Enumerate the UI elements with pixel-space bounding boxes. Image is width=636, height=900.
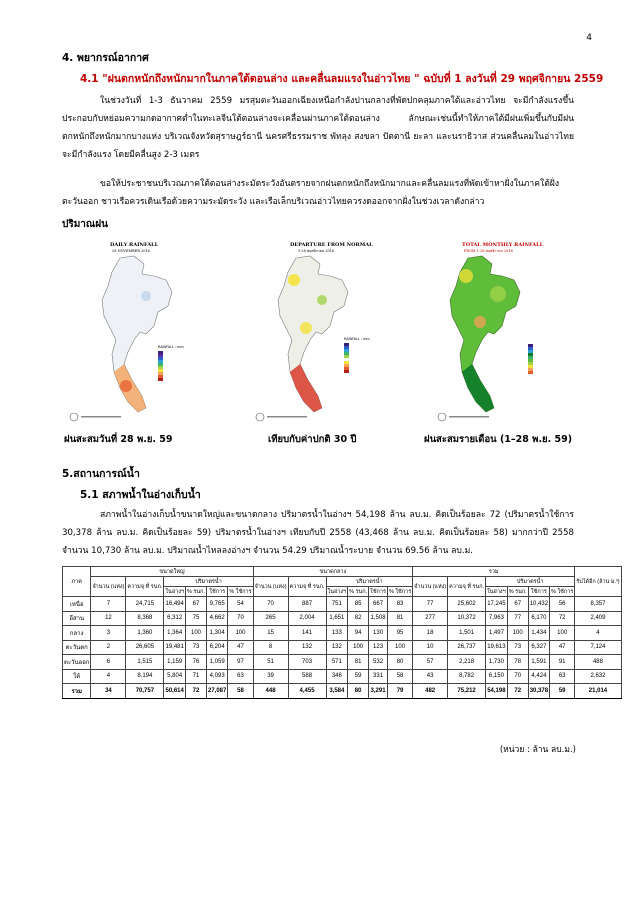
header-count: จำนวน (แห่ง) xyxy=(253,577,288,597)
map-title: DEPARTURE FROM NORMAL xyxy=(290,242,373,248)
value-cell: 5,804 xyxy=(164,669,186,684)
value-cell: 47 xyxy=(228,640,253,655)
map-title: TOTAL MONTHLY RAINFALL xyxy=(462,242,544,248)
value-cell: 85 xyxy=(348,597,369,612)
tmd-logo xyxy=(256,413,264,421)
header-pct: % รนก. xyxy=(508,588,527,595)
region-cell: ตะวันตก xyxy=(63,640,91,655)
value-cell: 77 xyxy=(507,611,528,626)
value-cell: 571 xyxy=(326,655,348,670)
table-row xyxy=(63,640,622,655)
header-in-reservoir: ในอ่างฯ xyxy=(487,588,506,595)
value-cell: 8,782 xyxy=(448,669,486,684)
value-cell: 4,662 xyxy=(207,611,228,626)
departure-map xyxy=(250,236,385,426)
value-cell: 2,004 xyxy=(288,611,326,626)
value-cell: 488 xyxy=(575,655,621,670)
header-volume: ปริมาตรน้ำ xyxy=(326,577,413,587)
tmd-logo xyxy=(438,413,446,421)
value-cell: 70 xyxy=(253,597,288,612)
value-cell: 16,494 xyxy=(164,597,186,612)
header-large: ขนาดใหญ่ xyxy=(91,567,253,577)
rain-area-south xyxy=(290,364,322,412)
header-usable: ใช้การ xyxy=(207,587,228,597)
value-cell: 18 xyxy=(413,626,448,641)
value-cell: 8 xyxy=(253,640,288,655)
header-region: ภาค xyxy=(63,567,91,597)
legend-title: RAINFALL : mm xyxy=(344,337,370,341)
value-cell: 141 xyxy=(288,626,326,641)
reservoir-paragraph: สภาพน้ำในอ่างเก็บน้ำขนาดใหญ่และขนาดกลาง ปริมาตรน้ำในอ่างฯ 54,198 ล้าน ลบ.ม. คิดเป็นร้อยละ 72 (ปริมาตรน้ำใช้การ 30,378 ล้าน ลบ.ม. คิดเป็นร้อยละ 59) ปริมาตรน้ำในอ่างฯ เทียบกับปี 2558 (43,468 ล้าน ลบ.ม. คิดเป็นร้อยละ 58) มากกว่าปี 2558 จำนวน 10,730 ล้าน ลบ.ม. ปริมาณน้ำไหลลงอ่างฯ จำนวน 54.29 ปริมาณน้ำระบาย จำนวน 69.56 ล้าน ลบ.ม. xyxy=(62,510,574,556)
header-pct: % รนก. xyxy=(349,588,368,595)
value-cell: 79 xyxy=(387,684,412,699)
region-cell: ใต้ xyxy=(63,669,91,684)
value-cell: 10,372 xyxy=(448,611,486,626)
reservoir-table-body xyxy=(63,597,622,699)
header-pct-usable: % ใช้การ xyxy=(229,588,252,595)
value-cell: 1,059 xyxy=(207,655,228,670)
value-cell: 265 xyxy=(253,611,288,626)
value-cell: 100 xyxy=(550,626,575,641)
forecast-subtitle: 4.1 "ฝนตกหนักถึงหนักมากในภาคใต้ตอนล่าง และคลื่นลมแรงในอ่าวไทย " ฉบับที่ 1 ลงวันที่ 29 พฤศจิกายน 2559 xyxy=(80,73,604,85)
value-cell: 91 xyxy=(550,655,575,670)
value-cell: 1,360 xyxy=(126,626,164,641)
value-cell: 4,424 xyxy=(528,669,549,684)
value-cell: 70 xyxy=(228,611,253,626)
header-count: จำนวน (แห่ง) xyxy=(413,577,448,597)
value-cell: 59 xyxy=(348,669,369,684)
value-cell: 4 xyxy=(91,669,126,684)
value-cell: 2,409 xyxy=(575,611,621,626)
value-cell: 67 xyxy=(507,597,528,612)
value-cell: 80 xyxy=(348,684,369,699)
value-cell: 3,291 xyxy=(369,684,388,699)
value-cell: 132 xyxy=(326,640,348,655)
rainfall-legend xyxy=(158,351,163,381)
header-can-receive: รับได้อีก (ล้าน ม.³) xyxy=(575,567,621,597)
value-cell: 70,757 xyxy=(126,684,164,699)
table-row xyxy=(63,611,622,626)
map-date: 28 NOVEMBER 2016 xyxy=(112,249,150,253)
value-cell: 71 xyxy=(186,669,207,684)
value-cell: 75 xyxy=(186,611,207,626)
map-date: 1-28 พฤศจิกายน 2016 xyxy=(298,249,335,253)
header-capacity: ความจุ ที่ รนก. xyxy=(448,577,486,597)
value-cell: 3,584 xyxy=(326,684,348,699)
rain-area-northeast xyxy=(490,286,506,302)
value-cell: 95 xyxy=(387,626,412,641)
value-cell: 58 xyxy=(387,669,412,684)
value-cell: 4 xyxy=(575,626,621,641)
forecast-paragraph-2: ขอให้ประชาชนบริเวณภาคใต้ตอนล่างระมัดระวังอันตรายจากฝนตกหนักถึงหนักมากและคลื่นลมแรงที่พัดเข้าหาฝั่งในภาคใต้ฝั่งตะวันออก ชาวเรือควรเดินเรือด้วยความระมัดระวัง และเรือเล็กบริเวณอ่าวไทยควรงดออกจากฝั่งในช่วงเวลาดังกล่าว xyxy=(62,179,560,207)
value-cell: 100 xyxy=(507,626,528,641)
value-cell: 2 xyxy=(91,640,126,655)
section-4-heading: 4. พยากรณ์อากาศ xyxy=(62,52,149,64)
header-pct: % รนก. xyxy=(187,588,205,595)
value-cell: 81 xyxy=(387,611,412,626)
value-cell: 130 xyxy=(369,626,388,641)
value-cell: 1,434 xyxy=(528,626,549,641)
value-cell: 6,150 xyxy=(486,669,508,684)
value-cell: 67 xyxy=(186,597,207,612)
value-cell: 6,170 xyxy=(528,611,549,626)
value-cell: 97 xyxy=(228,655,253,670)
value-cell: 63 xyxy=(550,669,575,684)
value-cell: 7,124 xyxy=(575,640,621,655)
map-title: DAILY RAINFALL xyxy=(110,242,159,248)
value-cell: 24,715 xyxy=(126,597,164,612)
value-cell: 8,194 xyxy=(126,669,164,684)
value-cell: 94 xyxy=(348,626,369,641)
value-cell: 25,602 xyxy=(448,597,486,612)
header-pct-usable: % ใช้การ xyxy=(388,588,412,595)
value-cell: 56 xyxy=(550,597,575,612)
header-medium: ขนาดกลาง xyxy=(253,567,413,577)
value-cell: 6,327 xyxy=(528,640,549,655)
region-cell: รวม xyxy=(63,684,91,699)
value-cell: 100 xyxy=(348,640,369,655)
value-cell: 72 xyxy=(550,611,575,626)
table-row xyxy=(63,669,622,684)
value-cell: 6,312 xyxy=(164,611,186,626)
value-cell: 2,632 xyxy=(575,669,621,684)
rain-area-heavy xyxy=(120,380,132,392)
value-cell: 588 xyxy=(288,669,326,684)
value-cell: 30,378 xyxy=(528,684,549,699)
table-row xyxy=(63,626,622,641)
map-date: FROM 1-28 พฤศจิกายน 2016 xyxy=(464,249,513,253)
value-cell: 39 xyxy=(253,669,288,684)
forecast-paragraph-1: ในช่วงวันที่ 1-3 ธันวาคม 2559 มรสุมตะวันออกเฉียงเหนือกำลังปานกลางที่พัดปกคลุมภาคใต้และอ่าวไทย จะมีกำลังแรงขึ้นประกอบกับหย่อมความกดอากาศต่ำในทะเลจีนใต้ตอนล่างจะเคลื่อนผ่านภาคใต้ตอนล่าง ลักษณะเช่นนี้ทำให้ภาคใต้มีฝนเพิ่มขึ้นกับมีฝนตกหนักถึงหนักมากบางแห่ง บริเวณจังหวัดสุราษฎร์ธานี นครศรีธรรมราช พัทลุง สงขลา ปัตตานี ยะลา และนราธิวาส ส่วนคลื่นลมในอ่าวไทยจะมีกำลังแรง โดยมีคลื่นสูง 2-3 เมตร xyxy=(62,96,574,160)
value-cell: 19,613 xyxy=(486,640,508,655)
value-cell: 1,515 xyxy=(126,655,164,670)
unit-note: (หน่วย : ล้าน ลบ.ม.) xyxy=(499,745,576,755)
monthly-legend xyxy=(528,344,533,374)
tmd-logo xyxy=(70,413,78,421)
value-cell: 667 xyxy=(369,597,388,612)
value-cell: 7,963 xyxy=(486,611,508,626)
value-cell: 47 xyxy=(550,640,575,655)
value-cell: 133 xyxy=(326,626,348,641)
value-cell: 70 xyxy=(507,669,528,684)
header-usable: ใช้การ xyxy=(528,587,549,597)
value-cell: 1,497 xyxy=(486,626,508,641)
value-cell: 887 xyxy=(288,597,326,612)
value-cell: 1,159 xyxy=(164,655,186,670)
value-cell: 4,455 xyxy=(288,684,326,699)
value-cell: 6,204 xyxy=(207,640,228,655)
value-cell: 15 xyxy=(253,626,288,641)
header-volume: ปริมาตรน้ำ xyxy=(486,577,575,587)
value-cell: 532 xyxy=(369,655,388,670)
footer-text-line xyxy=(81,416,121,418)
value-cell: 57 xyxy=(413,655,448,670)
value-cell: 12 xyxy=(91,611,126,626)
header-capacity: ความจุ ที่ รนก. xyxy=(126,577,164,597)
rainfall-heading: ปริมาณฝน xyxy=(62,219,108,230)
value-cell: 26,737 xyxy=(448,640,486,655)
map-caption-monthly: ฝนสะสมรายเดือน (1–28 พ.ย. 59) xyxy=(424,434,573,445)
value-cell: 78 xyxy=(507,655,528,670)
value-cell: 132 xyxy=(288,640,326,655)
value-cell: 54,198 xyxy=(486,684,508,699)
value-cell: 1,591 xyxy=(528,655,549,670)
header-pct-usable: % ใช้การ xyxy=(551,588,574,595)
value-cell: 1,508 xyxy=(369,611,388,626)
value-cell: 4,093 xyxy=(207,669,228,684)
value-cell: 3 xyxy=(91,626,126,641)
value-cell: 73 xyxy=(186,640,207,655)
value-cell: 482 xyxy=(413,684,448,699)
value-cell: 8,357 xyxy=(575,597,621,612)
header-count: จำนวน (แห่ง) xyxy=(91,577,126,597)
value-cell: 17,245 xyxy=(486,597,508,612)
region-cell: กลาง xyxy=(63,626,91,641)
table-total-row xyxy=(63,684,622,699)
footer-text-line xyxy=(449,416,489,418)
value-cell: 72 xyxy=(507,684,528,699)
value-cell: 6 xyxy=(91,655,126,670)
value-cell: 751 xyxy=(326,597,348,612)
value-cell: 1,651 xyxy=(326,611,348,626)
rain-area-northeast xyxy=(317,295,327,305)
map-caption-departure: เทียบกับค่าปกติ 30 ปี xyxy=(268,434,357,445)
value-cell: 100 xyxy=(228,626,253,641)
value-cell: 1,730 xyxy=(486,655,508,670)
value-cell: 26,605 xyxy=(126,640,164,655)
header-in-reservoir: ในอ่างฯ xyxy=(165,588,184,595)
value-cell: 331 xyxy=(369,669,388,684)
value-cell: 51 xyxy=(253,655,288,670)
table-row xyxy=(63,655,622,670)
rain-area-central xyxy=(474,316,486,328)
table-row xyxy=(63,597,622,612)
value-cell: 63 xyxy=(228,669,253,684)
value-cell: 10 xyxy=(413,640,448,655)
value-cell: 448 xyxy=(253,684,288,699)
value-cell: 73 xyxy=(507,640,528,655)
value-cell: 50,614 xyxy=(164,684,186,699)
value-cell: 8,368 xyxy=(126,611,164,626)
value-cell: 19,481 xyxy=(164,640,186,655)
rain-area-north xyxy=(288,274,300,286)
value-cell: 27,087 xyxy=(207,684,228,699)
value-cell: 123 xyxy=(369,640,388,655)
page-number: 4 xyxy=(586,33,592,43)
rain-area-north xyxy=(459,269,473,283)
region-cell: อีสาน xyxy=(63,611,91,626)
header-capacity: ความจุ ที่ รนก. xyxy=(288,577,326,597)
rain-area-central xyxy=(300,322,312,334)
value-cell: 59 xyxy=(550,684,575,699)
reservoir-subtitle: 5.1 สภาพน้ำในอ่างเก็บน้ำ xyxy=(80,489,201,501)
value-cell: 1,304 xyxy=(207,626,228,641)
value-cell: 277 xyxy=(413,611,448,626)
value-cell: 100 xyxy=(186,626,207,641)
monthly-rainfall-map xyxy=(432,236,567,426)
region-cell: ตะวันออก xyxy=(63,655,91,670)
section-5-heading: 5.สถานการณ์น้ำ xyxy=(62,468,140,480)
header-usable: ใช้การ xyxy=(370,588,386,595)
value-cell: 346 xyxy=(326,669,348,684)
value-cell: 7 xyxy=(91,597,126,612)
rain-area-light xyxy=(141,291,151,301)
value-cell: 75,212 xyxy=(448,684,486,699)
header-volume: ปริมาตรน้ำ xyxy=(164,577,253,587)
departure-legend xyxy=(344,343,349,373)
rain-area-south xyxy=(462,364,494,412)
value-cell: 81 xyxy=(348,655,369,670)
map-caption-daily: ฝนสะสมวันที่ 28 พ.ย. 59 xyxy=(64,434,173,445)
value-cell: 76 xyxy=(186,655,207,670)
value-cell: 34 xyxy=(91,684,126,699)
region-cell: เหนือ xyxy=(63,597,91,612)
value-cell: 100 xyxy=(387,640,412,655)
value-cell: 72 xyxy=(186,684,207,699)
header-in-reservoir: ในอ่างฯ xyxy=(327,588,347,595)
value-cell: 77 xyxy=(413,597,448,612)
legend-title: RAINFALL : mm xyxy=(158,345,184,349)
daily-rainfall-map xyxy=(62,236,197,426)
value-cell: 83 xyxy=(387,597,412,612)
value-cell: 10,432 xyxy=(528,597,549,612)
value-cell: 43 xyxy=(413,669,448,684)
value-cell: 9,765 xyxy=(207,597,228,612)
value-cell: 1,364 xyxy=(164,626,186,641)
value-cell: 80 xyxy=(387,655,412,670)
value-cell: 54 xyxy=(228,597,253,612)
value-cell: 1,501 xyxy=(448,626,486,641)
value-cell: 21,014 xyxy=(575,684,621,699)
reservoir-table xyxy=(62,566,622,699)
footer-text-line xyxy=(267,416,307,418)
value-cell: 82 xyxy=(348,611,369,626)
value-cell: 2,218 xyxy=(448,655,486,670)
value-cell: 703 xyxy=(288,655,326,670)
header-total: รวม xyxy=(413,567,575,577)
value-cell: 58 xyxy=(228,684,253,699)
